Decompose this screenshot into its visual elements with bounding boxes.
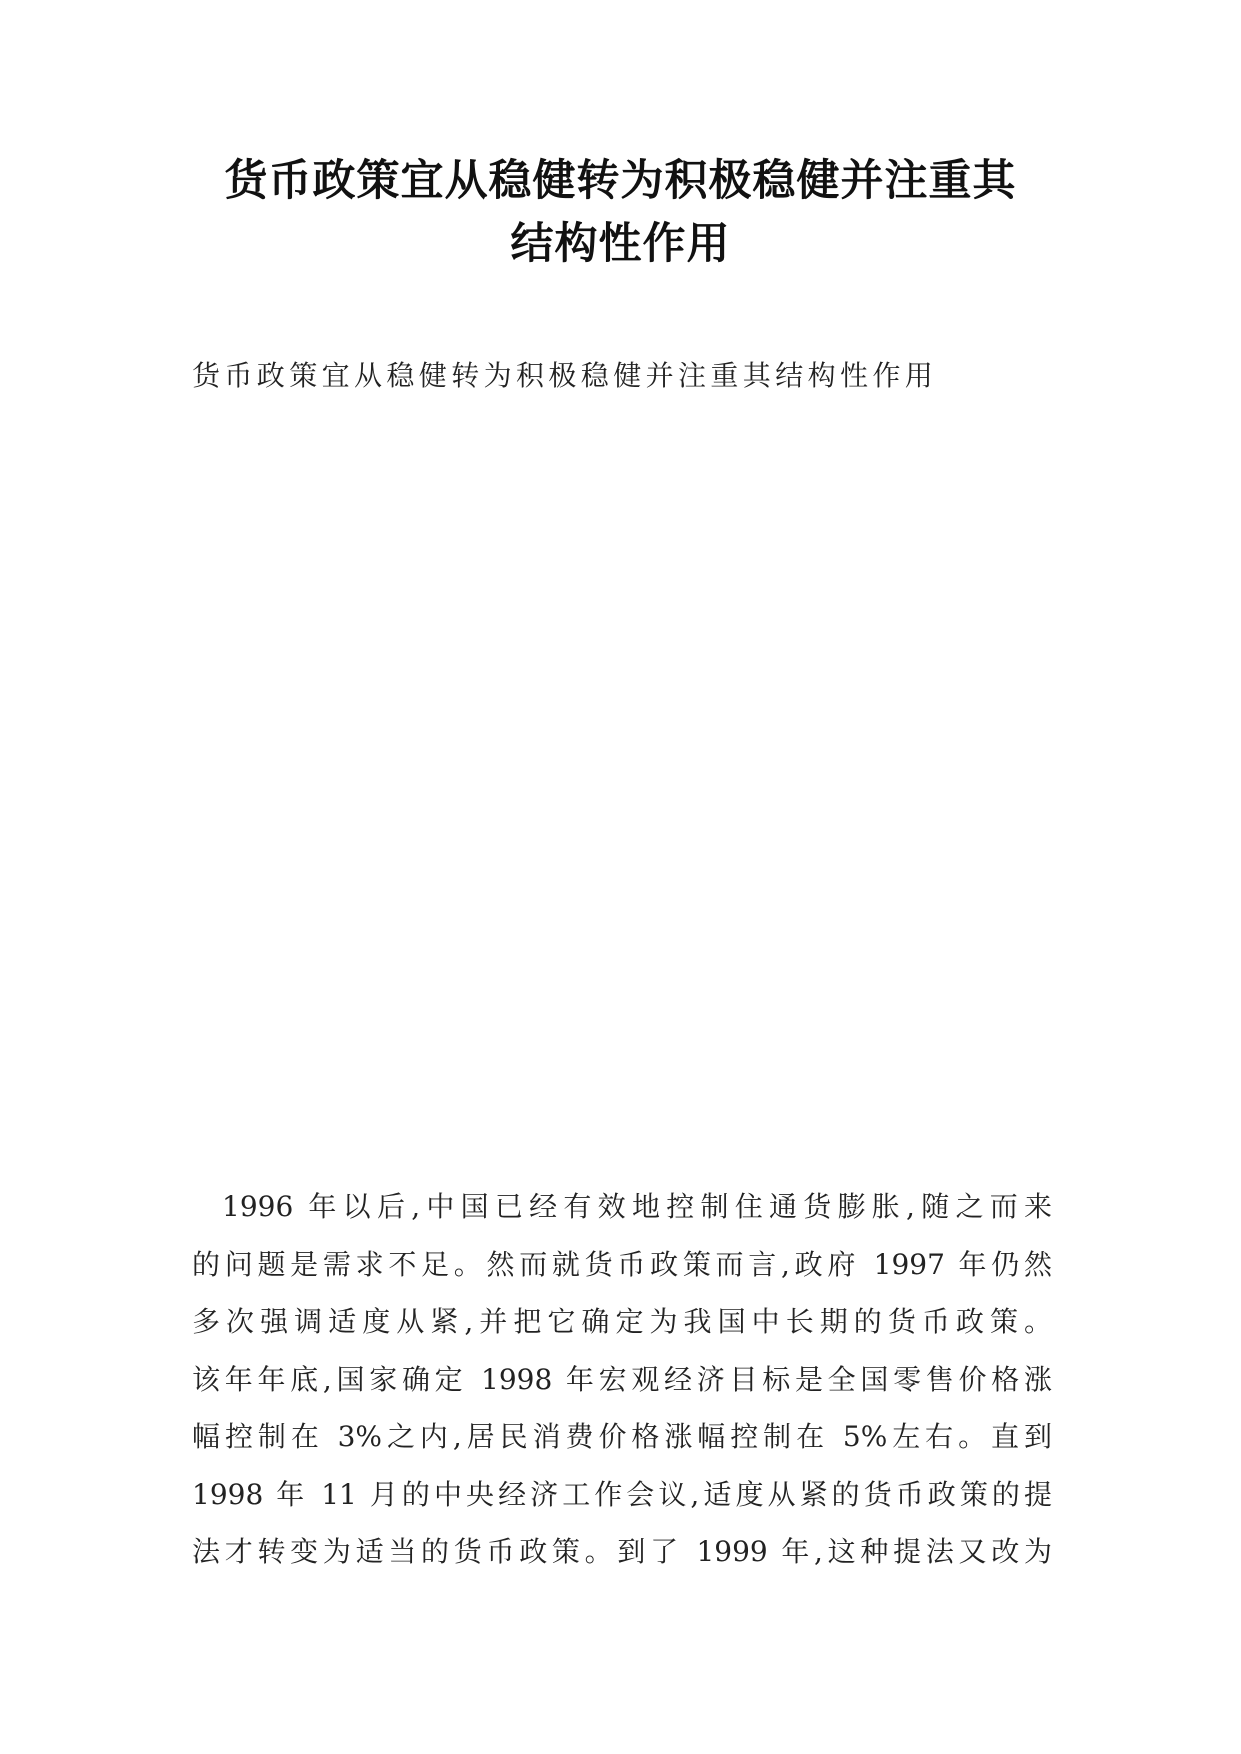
- body-line: 1996 年以后,中国已经有效地控制住通货膨胀,随之而来: [222, 1190, 1052, 1223]
- body-paragraph: [192, 1178, 1052, 1581]
- document-title: [150, 150, 1091, 276]
- body-line: 法才转变为适当的货币政策。到了 1999 年,这种提法又改为: [192, 1535, 1052, 1568]
- document-title-line-2: 结构性作用: [510, 219, 731, 269]
- body-line: 1998 年 11 月的中央经济工作会议,适度从紧的货币政策的提: [192, 1477, 1052, 1511]
- document-subtitle: 货币政策宜从稳健转为积极稳健并注重其结构性作用: [192, 359, 938, 392]
- document-title-line-1: 货币政策宜从稳健转为积极稳健并注重其: [224, 156, 1017, 206]
- body-line: 多次强调适度从紧,并把它确定为我国中长期的货币政策。: [192, 1305, 1052, 1338]
- body-line: 该年年底,国家确定 1998 年宏观经济目标是全国零售价格涨: [192, 1362, 1052, 1396]
- body-line: 的问题是需求不足。然而就货币政策而言,政府 1997 年仍然: [192, 1247, 1052, 1281]
- body-line: 幅控制在 3%之内,居民消费价格涨幅控制在 5%左右。直到: [192, 1420, 1052, 1453]
